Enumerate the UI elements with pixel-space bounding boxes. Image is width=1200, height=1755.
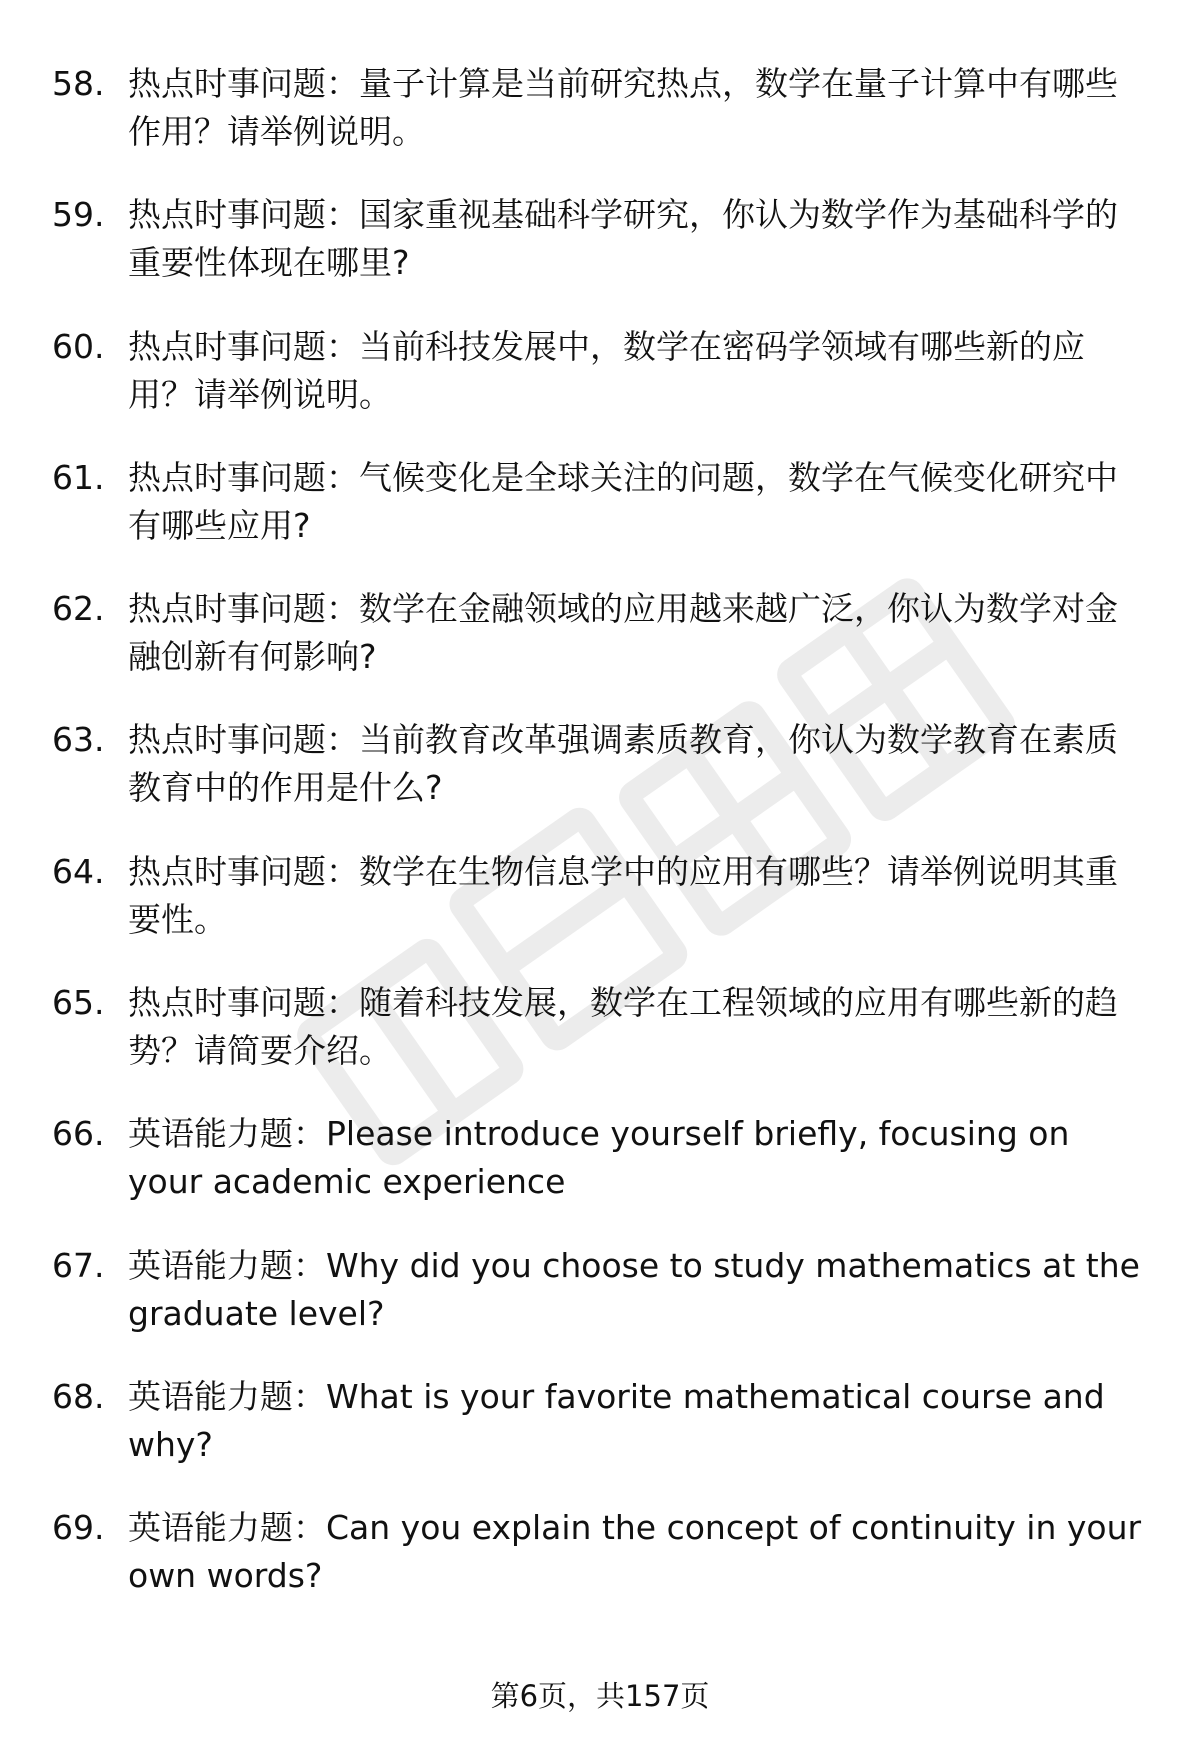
question-text: 热点时事问题：国家重视基础科学研究，你认为数学作为基础科学的重要性体现在哪里? xyxy=(128,195,1118,283)
question-number: 69. xyxy=(52,1508,105,1548)
question-text: 英语能力题：What is your favorite mathematical course and why? xyxy=(128,1376,1105,1464)
list-item xyxy=(0,1110,1200,1241)
list-item xyxy=(0,979,1200,1110)
question-text: 热点时事问题：气候变化是全球关注的问题，数学在气候变化研究中有哪些应用? xyxy=(128,457,1118,545)
question-number: 63. xyxy=(52,720,105,760)
list-item xyxy=(0,848,1200,979)
question-number: 68. xyxy=(52,1376,105,1416)
list-item xyxy=(0,1373,1200,1504)
question-number: 59. xyxy=(52,195,105,235)
question-list xyxy=(0,60,1200,1636)
question-text: 热点时事问题：当前教育改革强调素质教育，你认为数学教育在素质教育中的作用是什么? xyxy=(128,720,1118,808)
list-item xyxy=(0,60,1200,191)
question-number: 61. xyxy=(52,457,105,497)
question-number: 58. xyxy=(52,64,105,103)
question-text: 热点时事问题：数学在生物信息学中的应用有哪些？请举例说明其重要性。 xyxy=(128,851,1118,939)
question-number: 67. xyxy=(52,1245,105,1285)
question-number: 65. xyxy=(52,983,105,1023)
question-text: 热点时事问题：随着科技发展，数学在工程领域的应用有哪些新的趋势？请简要介绍。 xyxy=(128,983,1118,1071)
question-text: 热点时事问题：数学在金融领域的应用越来越广泛，你认为数学对金融创新有何影响? xyxy=(128,589,1118,677)
question-text: 英语能力题：Can you explain the concept of continuity in your own words? xyxy=(128,1508,1142,1596)
question-number: 62. xyxy=(52,589,105,629)
question-number: 60. xyxy=(52,326,105,366)
question-text: 热点时事问题：量子计算是当前研究热点，数学在量子计算中有哪些作用？请举例说明。 xyxy=(128,64,1118,151)
question-number: 66. xyxy=(52,1114,105,1154)
list-item xyxy=(0,585,1200,716)
question-text: 英语能力题：Why did you choose to study mathematics at the graduate level? xyxy=(128,1245,1140,1333)
list-item xyxy=(0,323,1200,454)
question-number: 64. xyxy=(52,851,105,891)
list-item xyxy=(0,716,1200,847)
question-text: 热点时事问题：当前科技发展中，数学在密码学领域有哪些新的应用？请举例说明。 xyxy=(128,326,1085,414)
list-item xyxy=(0,454,1200,585)
list-item xyxy=(0,191,1200,322)
list-item xyxy=(0,1504,1200,1635)
page-number: 第6页，共157页 xyxy=(490,1679,710,1713)
list-item xyxy=(0,1242,1200,1373)
question-text: 英语能力题：Please introduce yourself briefly, focusing on your academic experience xyxy=(128,1114,1070,1202)
